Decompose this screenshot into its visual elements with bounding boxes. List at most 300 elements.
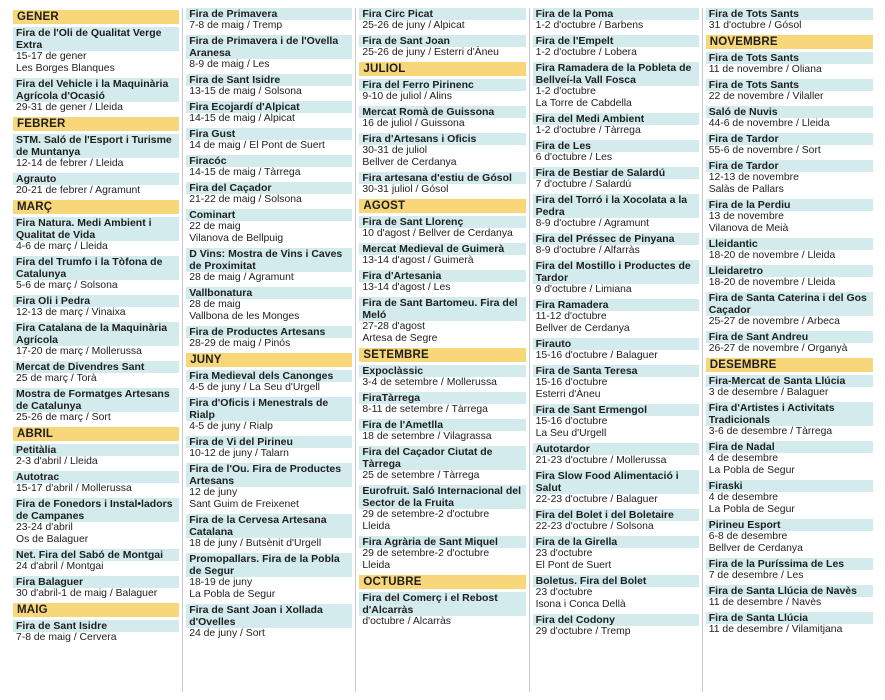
event-details: 22 de novembre / Vilaller bbox=[708, 91, 824, 102]
event-name: Fira del Vehicle i la Maquinària Agrícola d'Ocasió bbox=[13, 78, 179, 102]
event-details: 18-20 de novembre / Lleida bbox=[708, 277, 836, 288]
event-details: La Pobla de Segur bbox=[708, 465, 795, 476]
event-entry bbox=[186, 74, 352, 98]
event-details: 18 de setembre / Vilagrassa bbox=[362, 431, 492, 442]
event-details: 22 de maig bbox=[189, 221, 241, 232]
event-entry bbox=[533, 614, 699, 638]
event-name: Fira de l'Oli de Qualitat Verge Extra bbox=[13, 27, 179, 51]
event-entry bbox=[706, 265, 873, 289]
event-name: Vallbonatura bbox=[186, 287, 352, 299]
event-entry bbox=[186, 35, 352, 71]
event-entry bbox=[533, 35, 699, 59]
event-entry bbox=[706, 292, 873, 328]
event-name: Firauto bbox=[533, 338, 699, 350]
event-entry bbox=[533, 62, 699, 110]
event-entry bbox=[706, 79, 873, 103]
event-details: 3-4 de setembre / Mollerussa bbox=[362, 377, 497, 388]
event-name: Fira de la Girella bbox=[533, 536, 699, 548]
event-entry bbox=[706, 133, 873, 157]
event-details: 15-17 de gener bbox=[16, 51, 87, 62]
event-entry bbox=[706, 199, 873, 235]
event-entry bbox=[359, 172, 525, 196]
event-entry bbox=[706, 8, 873, 32]
event-entry bbox=[186, 8, 352, 32]
event-details: 30-31 de juliol bbox=[362, 145, 428, 156]
event-entry bbox=[359, 8, 525, 32]
event-name: Fira de Tots Sants bbox=[706, 8, 873, 20]
event-name: Fira de Nadal bbox=[706, 441, 873, 453]
event-details: 23 d'octubre bbox=[535, 587, 593, 598]
event-details: Os de Balaguer bbox=[16, 534, 89, 545]
event-details: 26-27 de novembre / Organyà bbox=[708, 343, 848, 354]
event-details: Vilanova de Meià bbox=[708, 223, 789, 234]
event-details: 25-26 de juny / Esterri d'Àneu bbox=[362, 47, 499, 58]
event-name: Fira del Comerç i el Rebost d'Alcarràs bbox=[359, 592, 525, 616]
event-details: 13-14 d'agost / Guimerà bbox=[362, 255, 474, 266]
event-entry bbox=[706, 331, 873, 355]
event-name: Fira de Les bbox=[533, 140, 699, 152]
event-details: 30 d'abril-1 de maig / Balaguer bbox=[16, 588, 158, 599]
event-name: Fira Ramadera bbox=[533, 299, 699, 311]
event-name: Fira de la Puríssima de Les bbox=[706, 558, 873, 570]
event-entry bbox=[186, 209, 352, 245]
event-details: La Pobla de Segur bbox=[189, 589, 276, 600]
event-name: Saló de Nuvis bbox=[706, 106, 873, 118]
event-entry bbox=[186, 514, 352, 550]
event-details: 4 de desembre bbox=[708, 492, 779, 503]
event-details: 29 d'octubre / Tremp bbox=[535, 626, 631, 637]
event-details: 22-23 d'octubre / Balaguer bbox=[535, 494, 658, 505]
event-name: Fira de Sant Isidre bbox=[186, 74, 352, 86]
event-details: 20-21 de febrer / Agramunt bbox=[16, 185, 141, 196]
event-details: 24 d'abril / Montgai bbox=[16, 561, 104, 572]
event-details: 12 de juny bbox=[189, 487, 238, 498]
event-name: Mercat de Divendres Sant bbox=[13, 361, 179, 373]
event-details: 25-27 de novembre / Arbeca bbox=[708, 316, 840, 327]
event-details: 14 de maig / El Pont de Suert bbox=[189, 140, 325, 151]
event-details: 8-9 d'octubre / Agramunt bbox=[535, 218, 650, 229]
event-entry bbox=[13, 295, 179, 319]
event-entry bbox=[186, 155, 352, 179]
event-details: 7 d'octubre / Salardú bbox=[535, 179, 632, 190]
event-details: 25-26 de juny / Alpicat bbox=[362, 20, 465, 31]
event-name: Fira del Bolet i del Boletaire bbox=[533, 509, 699, 521]
event-name: Net. Fira del Sabó de Montgai bbox=[13, 549, 179, 561]
event-name: Fira de Tots Sants bbox=[706, 52, 873, 64]
event-details: 12-13 de març / Vinaixa bbox=[16, 307, 126, 318]
event-name: Pirineu Esport bbox=[706, 519, 873, 531]
event-name: Autotardor bbox=[533, 443, 699, 455]
calendar-column bbox=[356, 8, 529, 692]
month-header: ABRIL bbox=[13, 427, 179, 441]
event-entry bbox=[533, 404, 699, 440]
event-entry bbox=[359, 592, 525, 628]
event-entry bbox=[533, 113, 699, 137]
event-details: 8-9 d'octubre / Alfarràs bbox=[535, 245, 640, 256]
event-name: Fira de Productes Artesans bbox=[186, 326, 352, 338]
event-details: 28-29 de maig / Pinós bbox=[189, 338, 291, 349]
event-name: Firaski bbox=[706, 480, 873, 492]
event-entry bbox=[13, 620, 179, 644]
event-name: Fira del Medi Ambient bbox=[533, 113, 699, 125]
event-entry bbox=[533, 509, 699, 533]
event-entry bbox=[359, 133, 525, 169]
event-name: Fira del Préssec de Pinyana bbox=[533, 233, 699, 245]
event-name: Fira d'Artesania bbox=[359, 270, 525, 282]
event-name: Mostra de Formatges Artesans de Catalunya bbox=[13, 388, 179, 412]
event-details: Lleida bbox=[362, 521, 391, 532]
event-details: 4-6 de març / Lleida bbox=[16, 241, 108, 252]
event-details: Artesa de Segre bbox=[362, 333, 438, 344]
event-details: La Pobla de Segur bbox=[708, 504, 795, 515]
event-details: 11 de desembre / Vilamitjana bbox=[708, 624, 843, 635]
event-entry bbox=[533, 338, 699, 362]
event-entry bbox=[13, 576, 179, 600]
event-name: Fira de la Perdiu bbox=[706, 199, 873, 211]
event-entry bbox=[706, 441, 873, 477]
event-details: 55-6 de novembre / Sort bbox=[708, 145, 821, 156]
event-name: Fira Slow Food Alimentació i Salut bbox=[533, 470, 699, 494]
event-entry bbox=[359, 446, 525, 482]
event-entry bbox=[706, 519, 873, 555]
event-entry bbox=[186, 436, 352, 460]
event-details: 29 de setembre-2 d'octubre bbox=[362, 509, 490, 520]
event-name: Fira Agrària de Sant Miquel bbox=[359, 536, 525, 548]
event-entry bbox=[706, 402, 873, 438]
event-name: Fira de Santa Caterina i del Gos Caçador bbox=[706, 292, 873, 316]
event-details: 14-15 de maig / Alpicat bbox=[189, 113, 295, 124]
event-entry bbox=[533, 470, 699, 506]
event-entry bbox=[186, 128, 352, 152]
event-details: Vallbona de les Monges bbox=[189, 311, 300, 322]
month-header: AGOST bbox=[359, 199, 525, 213]
event-name: Fira Balaguer bbox=[13, 576, 179, 588]
event-name: Fira de l'Ou. Fira de Productes Artesans bbox=[186, 463, 352, 487]
event-details: 27-28 d'agost bbox=[362, 321, 426, 332]
event-name: Fira de la Poma bbox=[533, 8, 699, 20]
event-entry bbox=[533, 365, 699, 401]
event-details: 4 de desembre bbox=[708, 453, 779, 464]
month-header: JUNY bbox=[186, 353, 352, 367]
event-entry bbox=[359, 297, 525, 345]
event-details: 8-11 de setembre / Tàrrega bbox=[362, 404, 488, 415]
event-details: d'octubre / Alcarràs bbox=[362, 616, 451, 627]
event-entry bbox=[706, 160, 873, 196]
event-name: Fira artesana d'estiu de Gósol bbox=[359, 172, 525, 184]
month-header: DESEMBRE bbox=[706, 358, 873, 372]
event-details: 4-5 de juny / Rialp bbox=[189, 421, 273, 432]
event-name: Fira de Sant Bartomeu. Fira del Meló bbox=[359, 297, 525, 321]
event-name: Fira del Mostillo i Productes de Tardor bbox=[533, 260, 699, 284]
event-entry bbox=[359, 216, 525, 240]
event-entry bbox=[13, 27, 179, 75]
event-name: Eurofruit. Saló Internacional del Sector de la Fruita bbox=[359, 485, 525, 509]
event-details: Bellver de Cerdanya bbox=[535, 323, 630, 334]
event-name: Petitàlia bbox=[13, 444, 179, 456]
event-details: 11 de novembre / Oliana bbox=[708, 64, 822, 75]
event-details: 13-14 d'agost / Les bbox=[362, 282, 451, 293]
event-entry bbox=[359, 365, 525, 389]
month-header: MARÇ bbox=[13, 200, 179, 214]
event-name: Fira de Primavera i de l'Ovella Aranesa bbox=[186, 35, 352, 59]
event-name: Fira de Santa Teresa bbox=[533, 365, 699, 377]
event-name: Fira de la Cervesa Artesana Catalana bbox=[186, 514, 352, 538]
event-name: Mercat Romà de Guissona bbox=[359, 106, 525, 118]
event-name: Fira de Sant Ermengol bbox=[533, 404, 699, 416]
event-details: 7-8 de maig / Cervera bbox=[16, 632, 117, 643]
event-details: 7 de desembre / Les bbox=[708, 570, 804, 581]
event-entry bbox=[706, 238, 873, 262]
event-name: Fira de Sant Llorenç bbox=[359, 216, 525, 228]
event-name: Lleidantic bbox=[706, 238, 873, 250]
event-details: 21-22 de maig / Solsona bbox=[189, 194, 302, 205]
month-header: MAIG bbox=[13, 603, 179, 617]
calendar-column bbox=[703, 8, 876, 692]
event-details: 3 de desembre / Balaguer bbox=[708, 387, 829, 398]
event-entry bbox=[706, 612, 873, 636]
event-details: 7-8 de maig / Tremp bbox=[189, 20, 283, 31]
event-details: 23 d'octubre bbox=[535, 548, 593, 559]
event-name: Fira de Vi del Pirineu bbox=[186, 436, 352, 448]
event-details: 13 de novembre bbox=[708, 211, 784, 222]
event-name: Lleidaretro bbox=[706, 265, 873, 277]
event-details: 15-16 d'octubre bbox=[535, 416, 608, 427]
event-entry bbox=[186, 326, 352, 350]
event-entry bbox=[13, 388, 179, 424]
event-name: Fira de Sant Andreu bbox=[706, 331, 873, 343]
event-details: 28 de maig / Agramunt bbox=[189, 272, 294, 283]
event-name: Fira del Codony bbox=[533, 614, 699, 626]
event-name: Fira de Santa Llúcia de Navès bbox=[706, 585, 873, 597]
event-name: Fira Natura. Medi Ambient i Qualitat de Vida bbox=[13, 217, 179, 241]
event-details: Vilanova de Bellpuig bbox=[189, 233, 284, 244]
event-details: 2-3 d'abril / Lleida bbox=[16, 456, 98, 467]
event-details: 25-26 de març / Sort bbox=[16, 412, 111, 423]
event-details: 11-12 d'octubre bbox=[535, 311, 607, 322]
event-details: 25 de setembre / Tàrrega bbox=[362, 470, 480, 481]
event-entry bbox=[13, 322, 179, 358]
event-entry bbox=[533, 443, 699, 467]
fair-calendar bbox=[10, 8, 876, 692]
event-name: Fira del Caçador bbox=[186, 182, 352, 194]
event-entry bbox=[359, 536, 525, 572]
event-entry bbox=[533, 167, 699, 191]
event-name: Fira Medieval dels Canonges bbox=[186, 370, 352, 382]
event-details: 4-5 de juny / La Seu d'Urgell bbox=[189, 382, 320, 393]
event-name: Fira de Tardor bbox=[706, 133, 873, 145]
event-details: 18-20 de novembre / Lleida bbox=[708, 250, 836, 261]
event-name: Fira Ramadera de la Pobleta de Bellveí-la Vall Fosca bbox=[533, 62, 699, 86]
event-details: 1-2 d'octubre / Tàrrega bbox=[535, 125, 641, 136]
event-details: 9-10 de juliol / Alins bbox=[362, 91, 452, 102]
event-entry bbox=[13, 217, 179, 253]
event-entry bbox=[359, 270, 525, 294]
event-details: Esterri d'Àneu bbox=[535, 389, 601, 400]
event-details: Sant Guim de Freixenet bbox=[189, 499, 299, 510]
calendar-column bbox=[10, 8, 183, 692]
event-details: 11 de desembre / Navès bbox=[708, 597, 822, 608]
event-name: Fira Ecojardí d'Alpicat bbox=[186, 101, 352, 113]
event-details: 12-14 de febrer / Lleida bbox=[16, 158, 124, 169]
event-details: La Seu d'Urgell bbox=[535, 428, 607, 439]
event-details: 44-6 de novembre / Lleida bbox=[708, 118, 830, 129]
event-details: Salàs de Pallars bbox=[708, 184, 784, 195]
event-name: Fira del Torró i la Xocolata a la Pedra bbox=[533, 194, 699, 218]
event-details: 8-9 de maig / Les bbox=[189, 59, 270, 70]
event-name: Fira de l'Ametlla bbox=[359, 419, 525, 431]
event-entry bbox=[533, 260, 699, 296]
event-details: 5-6 de març / Solsona bbox=[16, 280, 118, 291]
event-entry bbox=[359, 35, 525, 59]
event-entry bbox=[706, 106, 873, 130]
event-details: 18 de juny / Butsènit d'Urgell bbox=[189, 538, 322, 549]
event-entry bbox=[359, 485, 525, 533]
event-name: Fira d'Oficis i Menestrals de Rialp bbox=[186, 397, 352, 421]
event-name: Fira Gust bbox=[186, 128, 352, 140]
event-entry bbox=[533, 8, 699, 32]
event-name: Fira-Mercat de Santa Llúcia bbox=[706, 375, 873, 387]
event-details: La Torre de Cabdella bbox=[535, 98, 632, 109]
event-details: 24 de juny / Sort bbox=[189, 628, 265, 639]
month-header: OCTUBRE bbox=[359, 575, 525, 589]
event-entry bbox=[186, 101, 352, 125]
event-entry bbox=[186, 370, 352, 394]
event-entry bbox=[533, 536, 699, 572]
calendar-column bbox=[183, 8, 356, 692]
event-entry bbox=[13, 173, 179, 197]
event-details: 18-19 de juny bbox=[189, 577, 253, 588]
event-name: Cominart bbox=[186, 209, 352, 221]
event-entry bbox=[706, 585, 873, 609]
event-name: Fira de Fonedors i Instal•ladors de Campanes bbox=[13, 498, 179, 522]
event-name: Fira del Caçador Ciutat de Tàrrega bbox=[359, 446, 525, 470]
event-name: Fira del Trumfo i la Tòfona de Catalunya bbox=[13, 256, 179, 280]
event-entry bbox=[13, 549, 179, 573]
event-details: 22-23 d'octubre / Solsona bbox=[535, 521, 654, 532]
event-entry bbox=[359, 243, 525, 267]
event-entry bbox=[359, 106, 525, 130]
event-entry bbox=[186, 604, 352, 640]
event-details: 15-16 d'octubre bbox=[535, 377, 608, 388]
event-entry bbox=[186, 397, 352, 433]
event-details: 1-2 d'octubre / Lobera bbox=[535, 47, 637, 58]
event-name: Fira de Sant Joan bbox=[359, 35, 525, 47]
event-name: Fira de Tardor bbox=[706, 160, 873, 172]
event-details: 29-31 de gener / Lleida bbox=[16, 102, 123, 113]
event-name: Agrauto bbox=[13, 173, 179, 185]
event-details: El Pont de Suert bbox=[535, 560, 612, 571]
event-details: 9 d'octubre / Limiana bbox=[535, 284, 632, 295]
event-entry bbox=[533, 194, 699, 230]
event-details: 15-17 d'abril / Mollerussa bbox=[16, 483, 132, 494]
event-details: 16 de juliol / Guissona bbox=[362, 118, 465, 129]
event-entry bbox=[13, 498, 179, 546]
event-entry bbox=[359, 419, 525, 443]
event-entry bbox=[13, 256, 179, 292]
event-details: 6 d'octubre / Les bbox=[535, 152, 613, 163]
event-name: FiraTàrrega bbox=[359, 392, 525, 404]
event-details: 1-2 d'octubre bbox=[535, 86, 596, 97]
event-entry bbox=[706, 558, 873, 582]
event-name: Fira de Santa Llúcia bbox=[706, 612, 873, 624]
event-details: 13-15 de maig / Solsona bbox=[189, 86, 302, 97]
event-details: 28 de maig bbox=[189, 299, 241, 310]
event-name: Fira d'Artistes i Activitats Tradicionals bbox=[706, 402, 873, 426]
event-details: 14-15 de maig / Tàrrega bbox=[189, 167, 301, 178]
event-details: 29 de setembre-2 d'octubre bbox=[362, 548, 490, 559]
event-entry bbox=[13, 444, 179, 468]
event-name: Fira Catalana de la Maquinària Agrícola bbox=[13, 322, 179, 346]
event-name: Fira Circ Picat bbox=[359, 8, 525, 20]
month-header: JULIOL bbox=[359, 62, 525, 76]
event-name: Promopallars. Fira de la Pobla de Segur bbox=[186, 553, 352, 577]
event-name: Firacóc bbox=[186, 155, 352, 167]
month-header: SETEMBRE bbox=[359, 348, 525, 362]
event-entry bbox=[359, 392, 525, 416]
event-entry bbox=[13, 78, 179, 114]
event-name: Fira de Bestiar de Salardú bbox=[533, 167, 699, 179]
event-name: Fira de Sant Joan i Xollada d'Ovelles bbox=[186, 604, 352, 628]
event-entry bbox=[186, 287, 352, 323]
event-entry bbox=[533, 233, 699, 257]
event-details: Isona i Conca Dellà bbox=[535, 599, 626, 610]
event-details: 10 d'agost / Bellver de Cerdanya bbox=[362, 228, 513, 239]
event-details: 15-16 d'octubre / Balaguer bbox=[535, 350, 658, 361]
event-name: Boletus. Fira del Bolet bbox=[533, 575, 699, 587]
event-name: Mercat Medieval de Guimerà bbox=[359, 243, 525, 255]
event-name: Fira de Primavera bbox=[186, 8, 352, 20]
event-name: D Vins: Mostra de Vins i Caves de Proximitat bbox=[186, 248, 352, 272]
event-entry bbox=[13, 471, 179, 495]
event-details: 10-12 de juny / Talarn bbox=[189, 448, 289, 459]
month-header: GENER bbox=[13, 10, 179, 24]
event-details: Lleida bbox=[362, 560, 391, 571]
event-name: Fira del Ferro Pirinenc bbox=[359, 79, 525, 91]
event-entry bbox=[359, 79, 525, 103]
event-name: Fira de Sant Isidre bbox=[13, 620, 179, 632]
event-details: Bellver de Cerdanya bbox=[708, 543, 803, 554]
event-entry bbox=[533, 140, 699, 164]
event-name: Autotrac bbox=[13, 471, 179, 483]
event-details: 21-23 d'octubre / Mollerussa bbox=[535, 455, 667, 466]
event-name: STM. Saló de l'Esport i Turisme de Muntanya bbox=[13, 134, 179, 158]
event-details: 30-31 juliol / Gósol bbox=[362, 184, 449, 195]
event-entry bbox=[706, 52, 873, 76]
event-entry bbox=[13, 361, 179, 385]
event-details: 1-2 d'octubre / Barbens bbox=[535, 20, 644, 31]
event-details: Bellver de Cerdanya bbox=[362, 157, 457, 168]
event-name: Expoclàssic bbox=[359, 365, 525, 377]
event-details: 25 de març / Torà bbox=[16, 373, 97, 384]
event-entry bbox=[186, 463, 352, 511]
event-entry bbox=[533, 575, 699, 611]
event-name: Fira d'Artesans i Oficis bbox=[359, 133, 525, 145]
event-details: 23-24 d'abril bbox=[16, 522, 73, 533]
event-entry bbox=[533, 299, 699, 335]
event-entry bbox=[186, 553, 352, 601]
event-details: 17-20 de març / Mollerussa bbox=[16, 346, 142, 357]
event-details: 6-8 de desembre bbox=[708, 531, 788, 542]
event-entry bbox=[186, 182, 352, 206]
event-name: Fira de Tots Sants bbox=[706, 79, 873, 91]
event-entry bbox=[706, 480, 873, 516]
month-header: NOVEMBRE bbox=[706, 35, 873, 49]
event-details: 12-13 de novembre bbox=[708, 172, 799, 183]
calendar-column bbox=[530, 8, 703, 692]
event-details: 31 d'octubre / Gósol bbox=[708, 20, 802, 31]
event-entry bbox=[706, 375, 873, 399]
event-entry bbox=[186, 248, 352, 284]
